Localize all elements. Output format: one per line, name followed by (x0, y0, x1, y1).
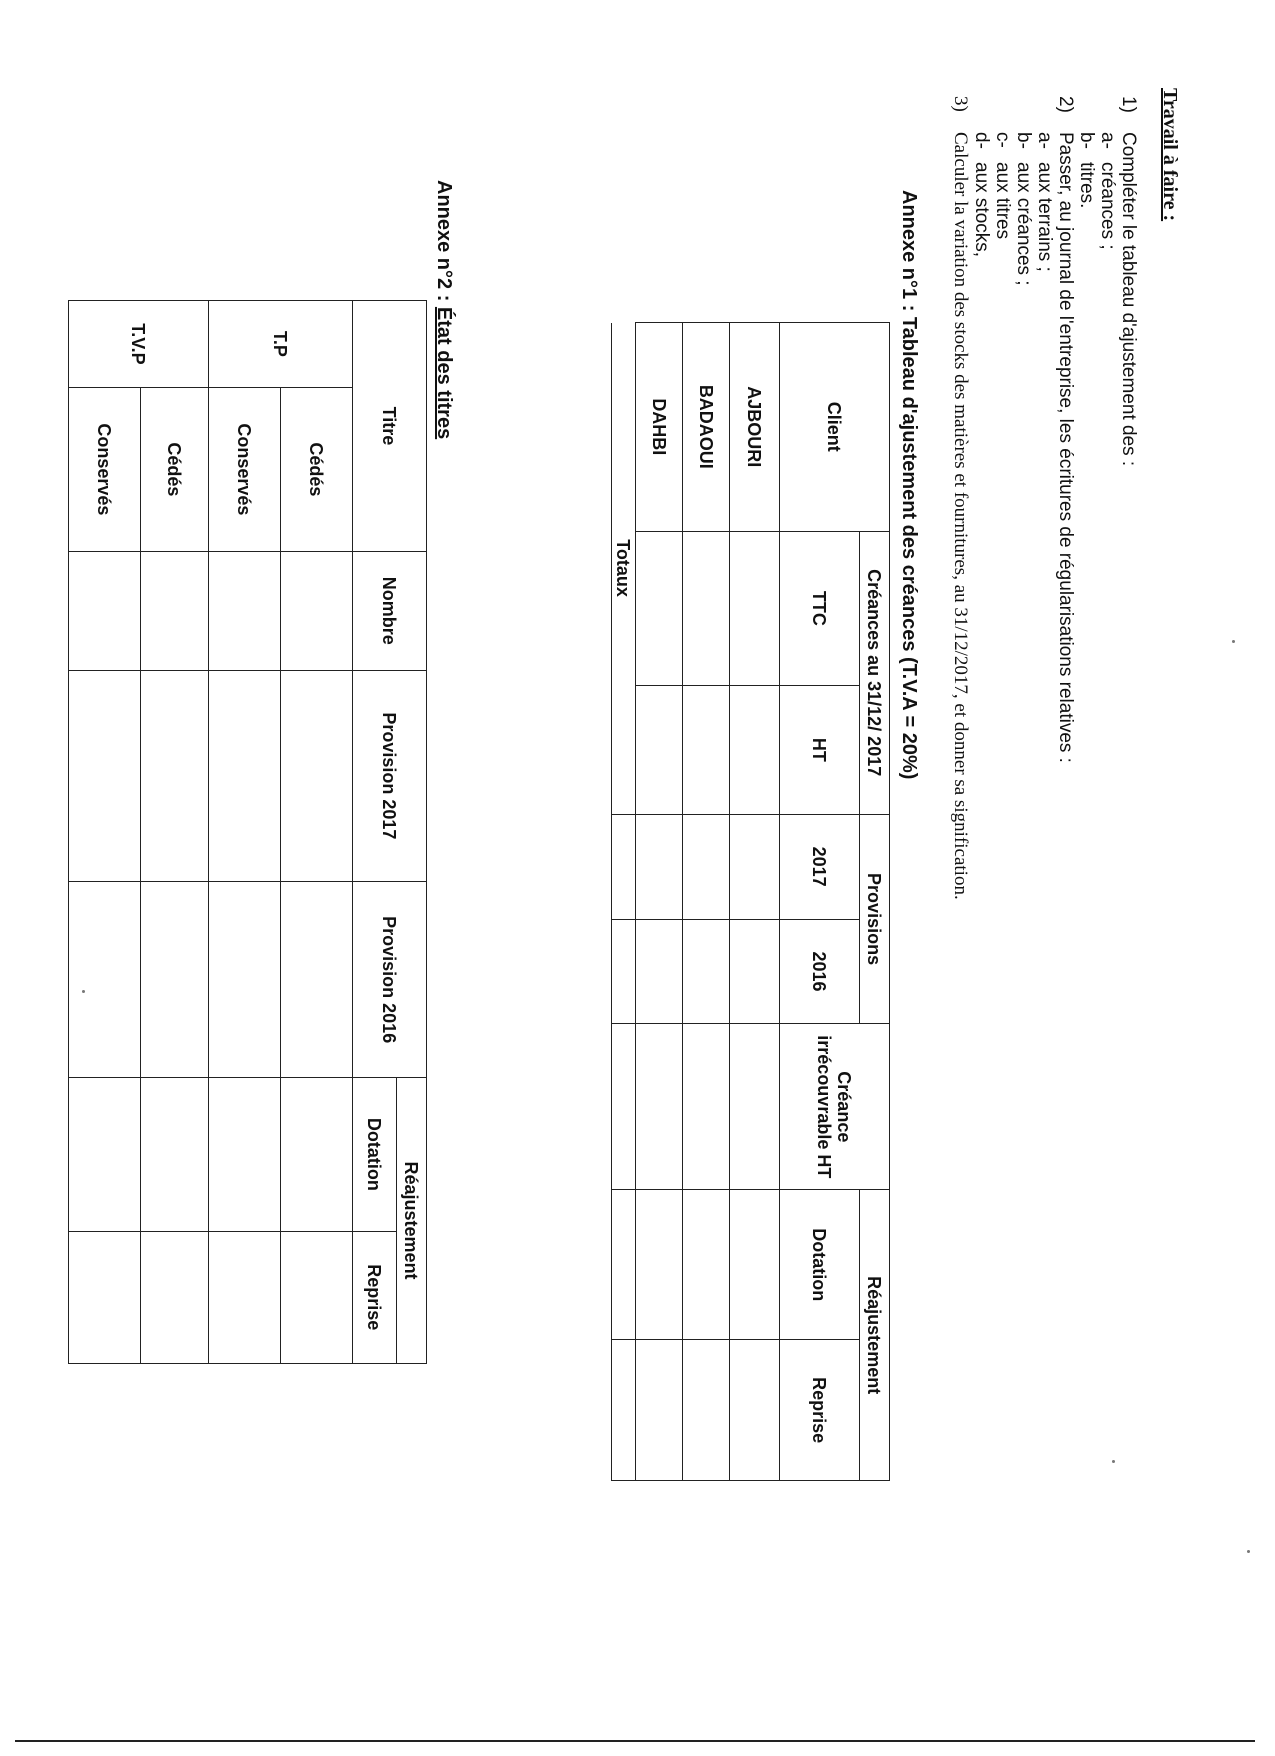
table-cell (281, 670, 353, 882)
table-cell (69, 882, 141, 1078)
scan-speck (1232, 640, 1235, 643)
table-cell (730, 686, 780, 815)
total-cell (612, 1340, 636, 1481)
table-cell (209, 1231, 281, 1363)
table-cell (636, 1340, 683, 1481)
table-cell (636, 814, 683, 919)
table-cell (141, 1078, 209, 1232)
task-number: 1) (1118, 96, 1139, 113)
sub-text: aux stocks, (971, 162, 992, 258)
sub-text: aux créances ; (1013, 162, 1034, 286)
table-cell (209, 1078, 281, 1232)
table-cell (683, 531, 730, 686)
col-dotation: Dotation (780, 1190, 860, 1340)
margin-cell (612, 1481, 890, 1492)
total-cell (612, 1190, 636, 1340)
receivables-adjustment-table (611, 322, 890, 1492)
col-2016: 2016 (780, 919, 860, 1024)
table-cell (683, 814, 730, 919)
table-cell (636, 531, 683, 686)
col-reajustement: Réajustement (397, 1078, 427, 1364)
task-sub-item (1097, 88, 1118, 1188)
table-cell (683, 1190, 730, 1340)
sub-letter: a- (1034, 132, 1055, 149)
col-reajustement: Réajustement (860, 1190, 890, 1481)
total-cell (612, 1024, 636, 1190)
annex1-title: Annexe n°1 : Tableau d'ajustement des créances (T.V.A = 20%) (898, 190, 920, 780)
table-cell (209, 882, 281, 1078)
scan-speck (82, 990, 85, 993)
sub-letter: c- (992, 132, 1013, 148)
table-cell (281, 551, 353, 670)
sub-text: créances ; (1097, 162, 1118, 250)
col-creances: Créances au 31/12/ 2017 (860, 531, 890, 814)
table-cell (281, 1231, 353, 1363)
task-number: 3) (950, 96, 971, 112)
group-label: T.P (209, 301, 353, 388)
sub-letter: b- (1076, 132, 1097, 149)
col-dotation: Dotation (353, 1078, 397, 1232)
table-cell (636, 1024, 683, 1190)
table-cell (209, 670, 281, 882)
task-sub-item (1034, 88, 1055, 1188)
task-item (1118, 88, 1139, 1188)
table-cell (281, 1078, 353, 1232)
table-cell (730, 919, 780, 1024)
task-text: Passer, au journal de l'entreprise, les écritures de régularisations relatives : (1055, 132, 1076, 763)
col-ht: HT (780, 686, 860, 815)
table-cell (636, 1190, 683, 1340)
sub-letter: d- (971, 132, 992, 149)
table-cell (730, 814, 780, 919)
table-cell (281, 882, 353, 1078)
sub-text: titres. (1076, 162, 1097, 209)
row-label: Conservés (209, 387, 281, 551)
col-ttc: TTC (780, 531, 860, 686)
task-sub-item (992, 88, 1013, 1188)
table-cell (683, 919, 730, 1024)
table-cell (683, 1340, 730, 1481)
client-name: BADAOUI (683, 323, 730, 532)
margin-cell (69, 1363, 427, 1390)
task-sub-item (971, 88, 992, 1188)
task-item (950, 88, 971, 1188)
sub-text: aux terrains ; (1034, 162, 1055, 272)
col-provision-2017: Provision 2017 (353, 670, 427, 882)
col-irrecouvrable: Créance irrécouvrable HT (780, 1024, 890, 1190)
sub-letter: a- (1097, 132, 1118, 149)
sub-letter: b- (1013, 132, 1034, 149)
client-name: DAHBI (636, 323, 683, 532)
table-cell (209, 551, 281, 670)
table-cell (730, 531, 780, 686)
table-cell (69, 1231, 141, 1363)
col-client: Client (780, 323, 890, 532)
tasks-title: Travail à faire : (1159, 88, 1181, 222)
table-cell (69, 670, 141, 882)
col-titre: Titre (353, 301, 427, 552)
table-cell (141, 551, 209, 670)
task-number: 2) (1055, 96, 1076, 113)
row-label: Cédés (141, 387, 209, 551)
table-cell (683, 686, 730, 815)
securities-state-table (68, 300, 427, 1390)
task-sub-item (1076, 88, 1097, 1188)
table-cell (69, 551, 141, 670)
col-reprise: Reprise (780, 1340, 860, 1481)
table-cell (141, 670, 209, 882)
col-2017: 2017 (780, 814, 860, 919)
row-label: Cédés (281, 387, 353, 551)
total-cell (612, 814, 636, 919)
table-cell (69, 1078, 141, 1232)
col-provisions: Provisions (860, 814, 890, 1024)
scan-speck (1112, 1460, 1115, 1463)
annex2-title (432, 180, 455, 439)
table-cell (730, 1024, 780, 1190)
row-label: Conservés (69, 387, 141, 551)
total-cell (612, 919, 636, 1024)
task-sub-item (1013, 88, 1034, 1188)
table-cell (730, 1340, 780, 1481)
annex2-title-main: État des titres (433, 306, 455, 440)
task-item (1055, 88, 1076, 1188)
col-provision-2016: Provision 2016 (353, 882, 427, 1078)
col-nombre: Nombre (353, 551, 427, 670)
sub-text: aux titres (992, 162, 1013, 240)
page-bottom-rule (15, 1740, 1255, 1742)
task-text: Compléter le tableau d'ajustement des : (1118, 132, 1139, 467)
table-cell (636, 686, 683, 815)
annex2-title-prefix: Annexe n°2 : (433, 180, 455, 307)
table-cell (141, 1231, 209, 1363)
table-cell (730, 1190, 780, 1340)
table-cell (683, 1024, 730, 1190)
scan-speck (1247, 1550, 1250, 1553)
table-cell (636, 919, 683, 1024)
totals-label: Totaux (612, 323, 636, 815)
tasks-section (950, 88, 1180, 1188)
col-reprise: Reprise (353, 1231, 397, 1363)
group-label: T.V.P (69, 301, 209, 388)
client-name: AJBOURI (730, 323, 780, 532)
table-cell (141, 882, 209, 1078)
task-text: Calculer la variation des stocks des matières et fournitures, au 31/12/2017, et donner sa signification. (950, 132, 971, 900)
